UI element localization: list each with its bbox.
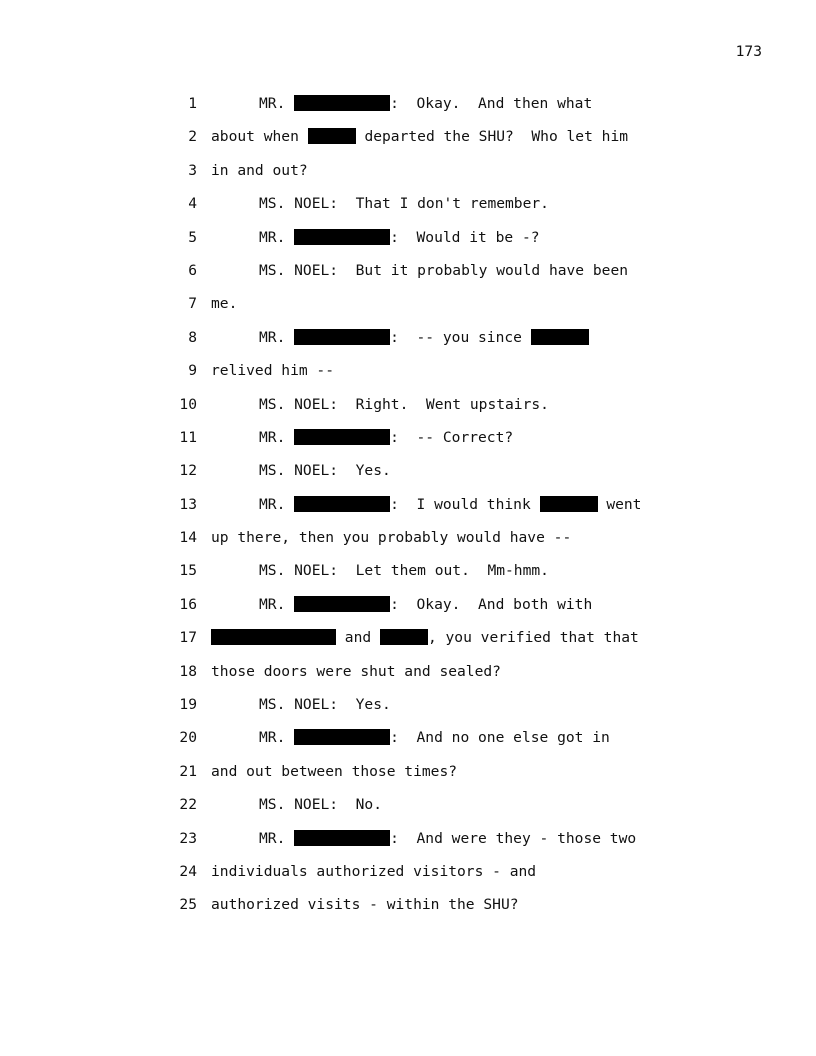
line-text — [259, 454, 391, 487]
transcript-line — [0, 187, 816, 220]
transcript-line — [0, 221, 816, 254]
line-text — [211, 855, 536, 888]
redaction-block — [294, 596, 390, 612]
line-text — [259, 554, 549, 587]
line-text — [259, 421, 513, 454]
transcript-line — [0, 287, 816, 320]
line-number: 4 — [188, 195, 197, 213]
transcript-line — [0, 655, 816, 688]
line-number: 16 — [179, 595, 197, 613]
line-number: 2 — [188, 128, 197, 146]
line-number: 20 — [179, 729, 197, 747]
line-number: 11 — [179, 428, 197, 446]
line-number: 9 — [188, 362, 197, 380]
text-segment: and — [336, 629, 380, 647]
line-text — [211, 755, 457, 788]
line-text — [259, 254, 628, 287]
line-number: 15 — [179, 562, 197, 580]
text-segment: : Would it be -? — [390, 228, 540, 246]
line-number: 14 — [179, 529, 197, 547]
transcript-line — [0, 154, 816, 187]
transcript-line — [0, 721, 816, 754]
line-number: 8 — [188, 328, 197, 346]
line-text — [211, 354, 334, 387]
redaction-block — [294, 496, 390, 512]
line-text — [259, 321, 589, 354]
text-segment: MS. NOEL: No. — [259, 796, 383, 814]
line-number: 24 — [179, 862, 197, 880]
text-segment: MS. NOEL: But it probably would have been — [259, 261, 629, 279]
redaction-block — [294, 229, 390, 245]
text-segment: : I would think — [390, 495, 540, 513]
text-segment: MS. NOEL: Let them out. Mm-hmm. — [259, 562, 549, 580]
text-segment: about when — [211, 128, 308, 146]
transcript-line — [0, 822, 816, 855]
line-text — [259, 221, 540, 254]
redaction-block — [380, 629, 428, 645]
transcript-line — [0, 855, 816, 888]
line-text — [259, 688, 391, 721]
text-segment: : Okay. And then what — [390, 95, 593, 112]
line-text — [259, 822, 636, 855]
text-segment: and out between those times? — [211, 762, 458, 780]
text-segment: MR. — [259, 829, 295, 847]
transcript-line — [0, 688, 816, 721]
transcript-line — [0, 120, 816, 153]
line-number: 5 — [188, 228, 197, 246]
line-text — [211, 120, 628, 153]
text-segment: me. — [211, 295, 238, 313]
redaction-block — [294, 429, 390, 445]
transcript-line — [0, 87, 816, 120]
text-segment: individuals authorized visitors - and — [211, 862, 537, 880]
transcript-line — [0, 421, 816, 454]
text-segment: MS. NOEL: Right. Went upstairs. — [259, 395, 549, 413]
text-segment: MR. — [259, 595, 295, 613]
line-number: 7 — [188, 295, 197, 313]
text-segment: : -- you since — [390, 328, 531, 346]
line-text — [259, 721, 610, 754]
text-segment: went — [597, 495, 642, 513]
line-number: 10 — [179, 395, 197, 413]
line-number: 12 — [179, 462, 197, 480]
text-segment: up there, then you probably would have -- — [211, 529, 572, 547]
page-number: 173 — [735, 43, 762, 60]
line-text — [259, 488, 641, 521]
transcript-line — [0, 554, 816, 587]
line-text — [259, 87, 592, 120]
transcript-line — [0, 788, 816, 821]
transcript-line — [0, 488, 816, 521]
text-segment: : -- Correct? — [390, 428, 514, 446]
redaction-block — [531, 329, 589, 345]
transcript-line — [0, 454, 816, 487]
line-number: 19 — [179, 696, 197, 714]
redaction-block — [540, 496, 598, 512]
line-number: 21 — [179, 762, 197, 780]
redaction-block — [211, 629, 336, 645]
transcript-line — [0, 755, 816, 788]
text-segment: : And no one else got in — [390, 729, 610, 747]
line-number: 3 — [188, 161, 197, 179]
line-text — [211, 888, 519, 921]
line-number: 1 — [188, 95, 197, 112]
redaction-block — [294, 95, 390, 111]
line-number: 25 — [179, 896, 197, 914]
text-segment: MR. — [259, 328, 295, 346]
transcript-line — [0, 888, 816, 921]
line-number: 13 — [179, 495, 197, 513]
text-segment: : Okay. And both with — [390, 595, 593, 613]
text-segment: those doors were shut and sealed? — [211, 662, 501, 680]
transcript-line — [0, 621, 816, 654]
line-text — [259, 588, 592, 621]
text-segment: MR. — [259, 729, 295, 747]
line-text — [259, 388, 549, 421]
text-segment: MR. — [259, 95, 295, 112]
redaction-block — [294, 729, 390, 745]
line-text — [259, 187, 549, 220]
transcript-line — [0, 321, 816, 354]
text-segment: , you verified that that — [427, 629, 639, 647]
line-number: 17 — [179, 629, 197, 647]
line-text — [211, 655, 501, 688]
text-segment: in and out? — [211, 161, 308, 179]
redaction-block — [294, 830, 390, 846]
redaction-block — [308, 128, 356, 144]
text-segment: MR. — [259, 228, 295, 246]
text-segment: relived him -- — [211, 362, 335, 380]
transcript-body — [0, 87, 816, 922]
line-text — [211, 621, 639, 654]
line-text — [259, 788, 382, 821]
transcript-line — [0, 254, 816, 287]
line-text — [211, 287, 237, 320]
text-segment: departed the SHU? Who let him — [355, 128, 629, 146]
transcript-line — [0, 388, 816, 421]
text-segment: : And were they - those two — [390, 829, 637, 847]
line-number: 18 — [179, 662, 197, 680]
transcript-line — [0, 521, 816, 554]
line-text — [211, 154, 308, 187]
transcript-line — [0, 588, 816, 621]
text-segment: MS. NOEL: Yes. — [259, 696, 391, 714]
transcript-line — [0, 354, 816, 387]
text-segment: MS. NOEL: That I don't remember. — [259, 195, 549, 213]
text-segment: authorized visits - within the SHU? — [211, 896, 519, 914]
line-number: 23 — [179, 829, 197, 847]
line-number: 22 — [179, 796, 197, 814]
line-text — [211, 521, 571, 554]
redaction-block — [294, 329, 390, 345]
text-segment: MS. NOEL: Yes. — [259, 462, 391, 480]
line-number: 6 — [188, 261, 197, 279]
text-segment: MR. — [259, 495, 295, 513]
text-segment: MR. — [259, 428, 295, 446]
